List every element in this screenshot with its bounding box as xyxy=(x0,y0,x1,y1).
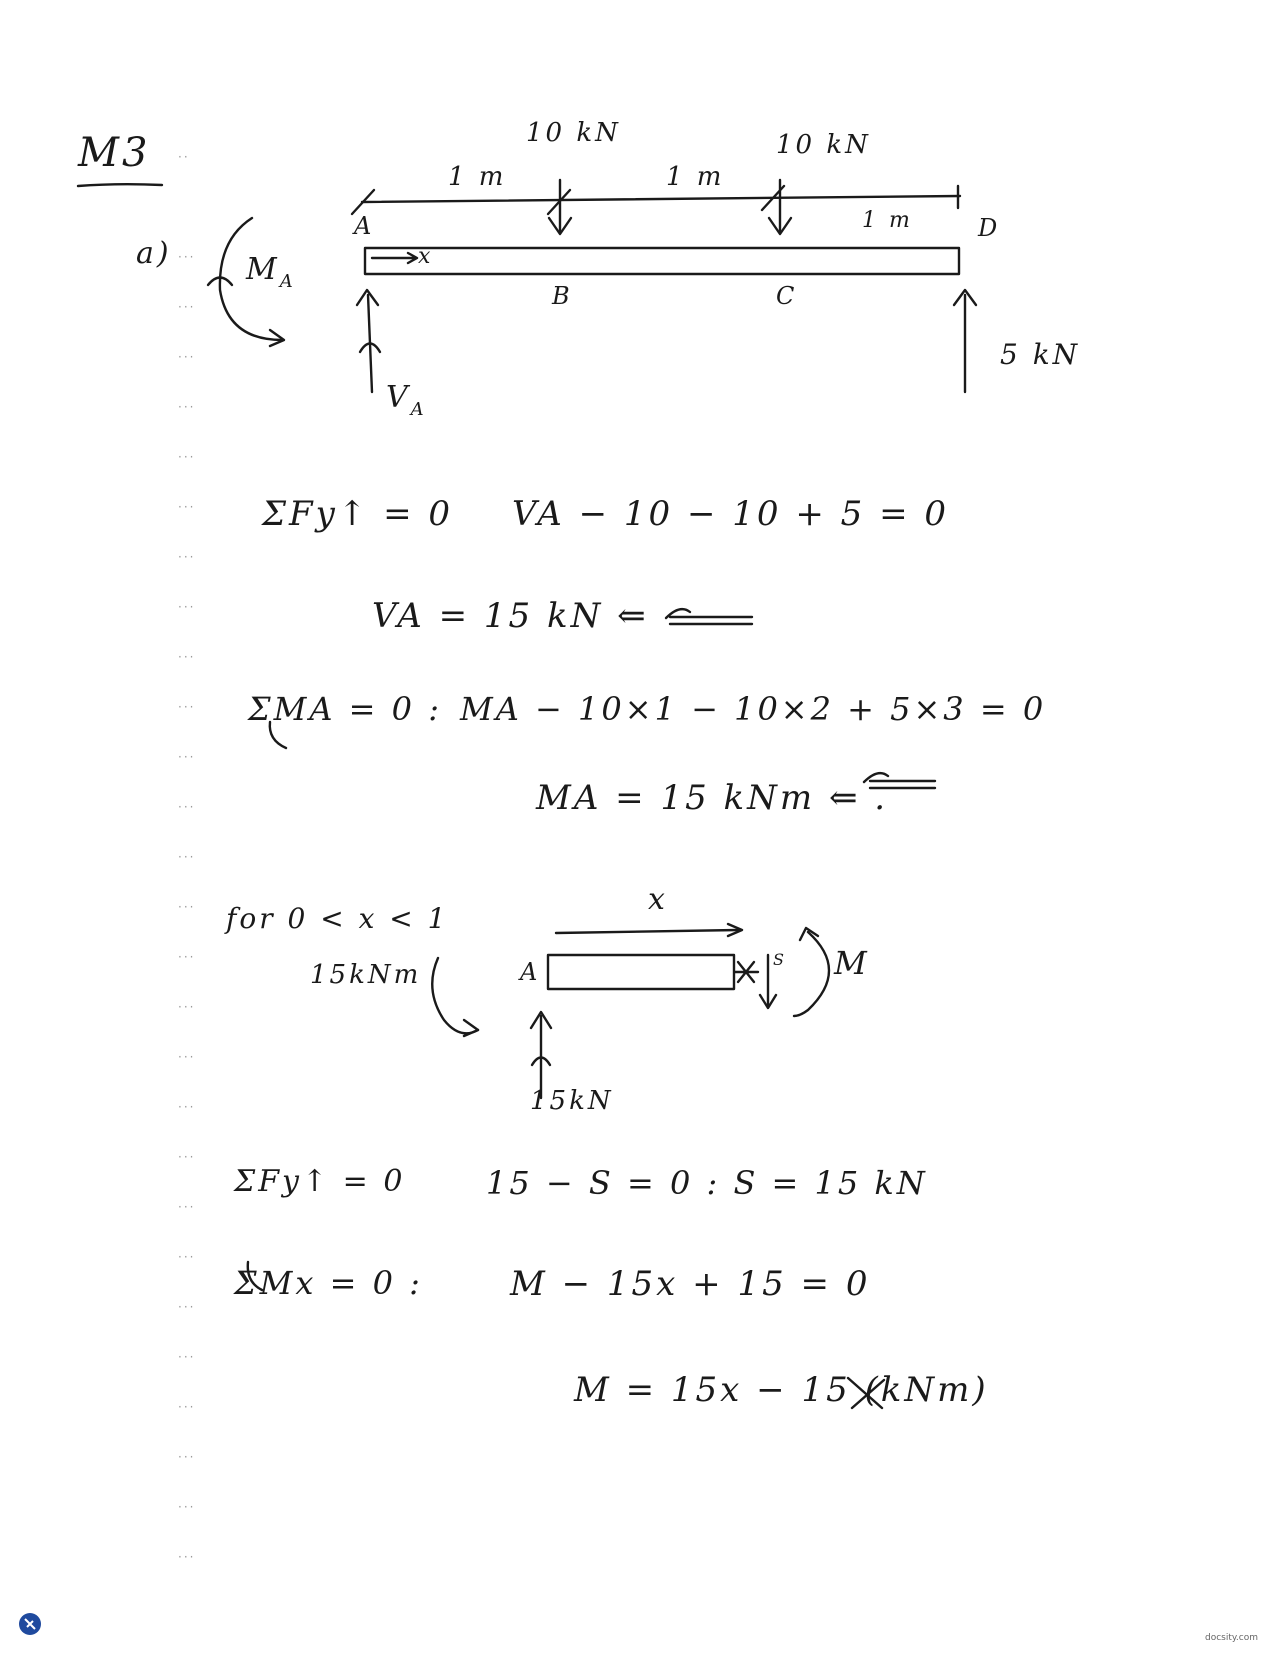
eq3-left: ΣMA = 0 : xyxy=(248,690,442,728)
moment-label-ma: $M_A$ xyxy=(246,252,296,293)
margin-dots: ··· xyxy=(178,1300,196,1314)
point-label-b: B xyxy=(552,282,573,310)
margin-dots: ··· xyxy=(178,950,196,964)
docsity-logo-icon xyxy=(18,1612,42,1636)
margin-dots: ··· xyxy=(178,250,196,264)
range-label: for 0 < x < 1 xyxy=(226,902,449,935)
eq5-right: 15 − S = 0 : S = 15 kN xyxy=(486,1164,928,1202)
eq7: M = 15x − 15 (kNm) xyxy=(574,1370,989,1410)
result-arrow xyxy=(666,609,752,624)
margin-dots: ··· xyxy=(178,1050,196,1064)
point-label-a: A xyxy=(354,212,375,240)
title-underline xyxy=(78,184,162,186)
margin-dots: ··· xyxy=(178,600,196,614)
problem-label: M3 xyxy=(78,130,151,176)
dimension-line xyxy=(362,196,960,202)
margin-dots: ··· xyxy=(178,550,196,564)
section-reaction-label: 15kN xyxy=(530,1086,614,1116)
eq1-left: ΣFy↑ = 0 xyxy=(262,494,454,534)
eq6-right: M − 15x + 15 = 0 xyxy=(510,1264,871,1304)
eq6-left: ΣMx = 0 : xyxy=(234,1264,423,1302)
margin-dots: ··· xyxy=(178,450,196,464)
x-direction-arrow xyxy=(372,253,417,263)
section-moment-right-label: M xyxy=(834,944,870,982)
cut-marker xyxy=(735,962,758,982)
margin-dots: ··· xyxy=(178,1200,196,1214)
moment-curve-m xyxy=(794,932,829,1016)
section-x-arrow xyxy=(556,930,738,933)
point-label-d: D xyxy=(978,214,1001,242)
margin-dots: ··· xyxy=(178,1350,196,1364)
margin-dots: ··· xyxy=(178,850,196,864)
margin-dots: ··· xyxy=(178,800,196,814)
span-label-ab: 1 m xyxy=(448,162,507,192)
margin-dots: ··· xyxy=(178,650,196,664)
reaction-label-d: 5 kN xyxy=(1000,338,1081,371)
margin-dots: ··· xyxy=(178,1150,196,1164)
section-point-label: A xyxy=(520,958,541,986)
margin-dots: ·· xyxy=(178,150,190,164)
section-shear-label: S xyxy=(773,950,787,969)
moment-curve-15knm xyxy=(432,958,478,1033)
part-label: a) xyxy=(136,236,172,271)
load-label-b: 10 kN xyxy=(526,118,621,148)
point-label-c: C xyxy=(776,282,798,310)
eq2: VA = 15 kN ⇐ xyxy=(372,596,649,636)
span-label-bc: 1 m xyxy=(666,162,725,192)
margin-dots: ··· xyxy=(178,1500,196,1514)
section-moment-label: 15kNm xyxy=(310,960,422,990)
margin-dots: ··· xyxy=(178,1400,196,1414)
margin-dots: ··· xyxy=(178,300,196,314)
span-label-cd: 1 m xyxy=(862,208,913,233)
x-label: x xyxy=(418,244,434,269)
margin-dots: ··· xyxy=(178,1000,196,1014)
eq1-right: VA − 10 − 10 + 5 = 0 xyxy=(512,494,950,534)
margin-dots: ··· xyxy=(178,750,196,764)
load-label-c: 10 kN xyxy=(776,130,871,160)
margin-dots: ··· xyxy=(178,1450,196,1464)
margin-dots: ··· xyxy=(178,1250,196,1264)
section-x-label: x xyxy=(648,882,668,917)
section-beam xyxy=(548,955,734,989)
beam xyxy=(365,248,959,274)
margin-dots: ··· xyxy=(178,1100,196,1114)
shear-label-va: $V_A$ xyxy=(386,380,427,421)
moment-arrowhead-ma xyxy=(270,330,284,346)
margin-dots: ··· xyxy=(178,900,196,914)
eq5-left: ΣFy↑ = 0 xyxy=(234,1164,406,1199)
eq3-right: MA − 10×1 − 10×2 + 5×3 = 0 xyxy=(460,690,1047,728)
margin-dots: ··· xyxy=(178,350,196,364)
brand-footer: docsity.com xyxy=(1204,1633,1258,1643)
margin-dots: ··· xyxy=(178,400,196,414)
margin-dots: ··· xyxy=(178,500,196,514)
margin-dots: ··· xyxy=(178,700,196,714)
eq4: MA = 15 kNm ⇐ . xyxy=(536,778,889,818)
margin-dots: ··· xyxy=(178,1550,196,1564)
